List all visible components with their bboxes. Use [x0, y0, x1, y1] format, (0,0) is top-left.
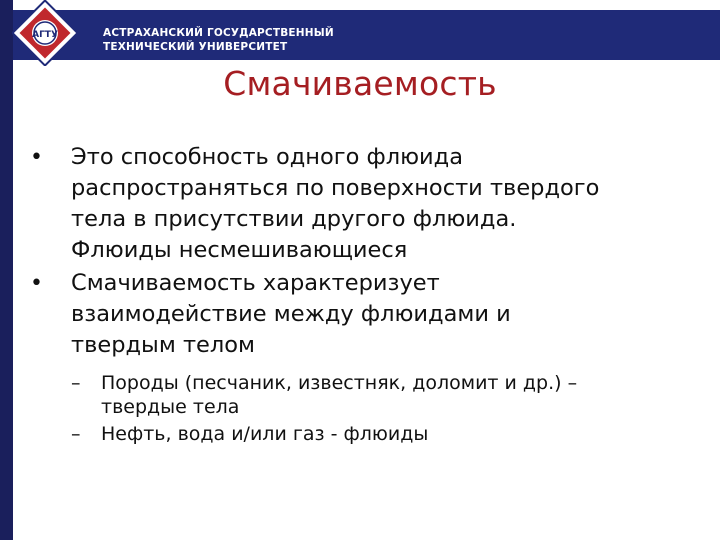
bullet-item-marker: • [30, 145, 43, 170]
bullet-item-line: твердым телом [71, 332, 256, 358]
sub-bullet-item [26, 422, 706, 446]
bullet-item-line: Это способность одного флюида [71, 144, 464, 170]
sub-bullet-item-marker: – [71, 423, 81, 445]
sub-bullet-item-line: Породы (песчаник, известняк, доломит и др.) – [101, 372, 578, 394]
bullet-item-line: взаимодействие между флюидами и [71, 301, 511, 327]
header-band [13, 10, 720, 60]
bullet-list [26, 142, 706, 361]
sub-bullet-item-line: Нефть, вода и/или газ - флюиды [101, 423, 429, 445]
sub-bullet-item-line: твердые тела [101, 396, 240, 418]
university-logo [12, 0, 78, 66]
bullet-item-line: Смачиваемость характеризует [71, 270, 440, 296]
logo-text: АГТУ [32, 30, 58, 40]
university-name-line1: АСТРАХАНСКИЙ ГОСУДАРСТВЕННЫЙ [103, 27, 334, 39]
sub-bullet-item-marker: – [71, 372, 81, 394]
bullet-item [26, 142, 706, 266]
sub-bullet-item [26, 371, 706, 419]
bullet-item-line: тела в присутствии другого флюида. [71, 206, 517, 232]
sub-bullet-list [26, 371, 706, 446]
bullet-item [26, 268, 706, 361]
university-name [103, 26, 334, 54]
university-name-line2: ТЕХНИЧЕСКИЙ УНИВЕРСИТЕТ [103, 41, 288, 53]
bullet-item-line: распространяться по поверхности твердого [71, 175, 600, 201]
slide-content [26, 142, 706, 449]
slide-title: Смачиваемость [223, 64, 497, 103]
bullet-item-line: Флюиды несмешивающиеся [71, 237, 408, 263]
bullet-item-marker: • [30, 271, 43, 296]
